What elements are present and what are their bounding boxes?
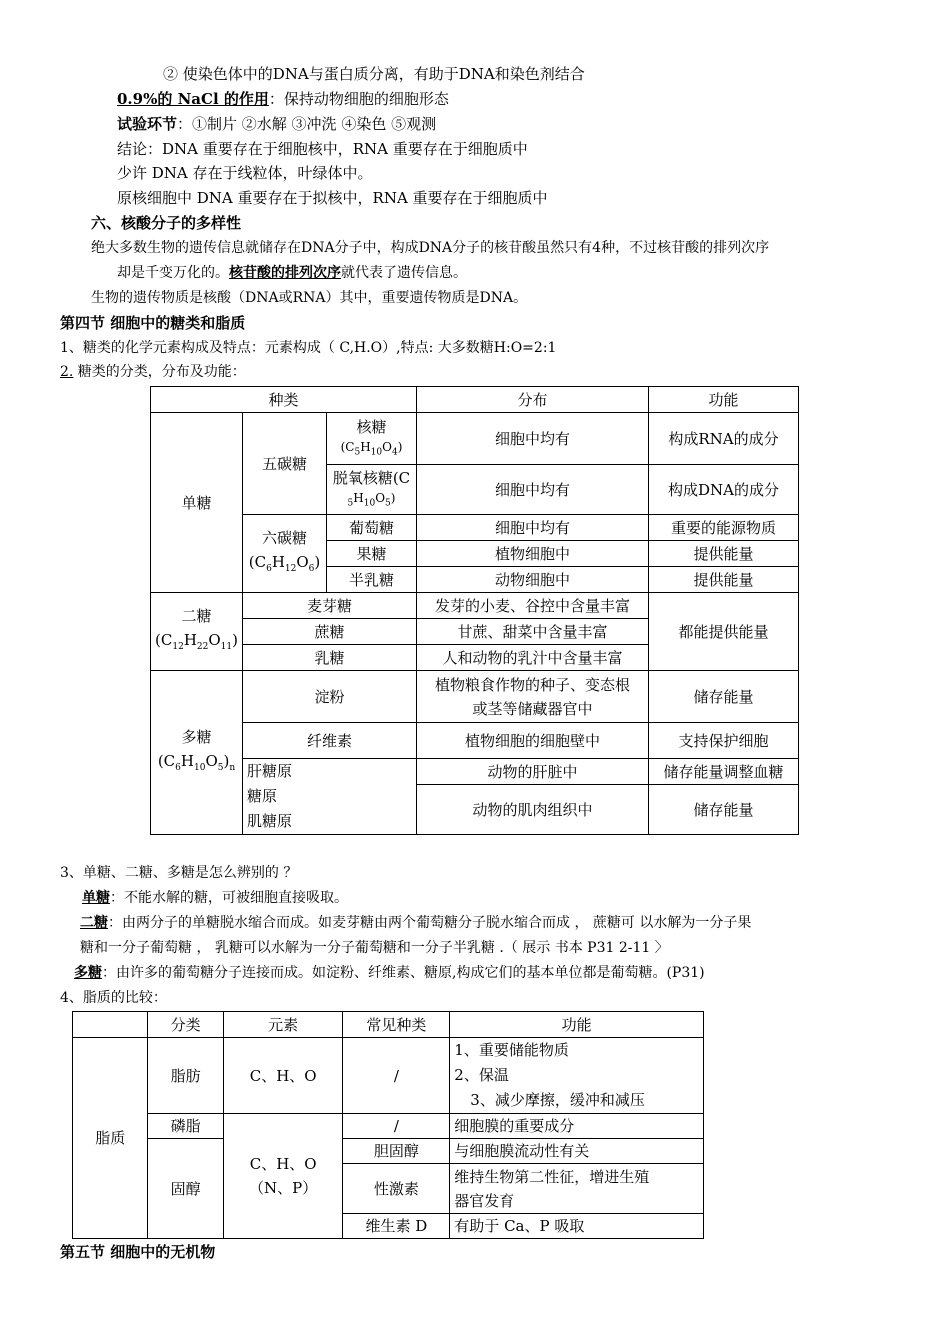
text-span: 糖类的分类，分布及功能： (73, 364, 246, 380)
sugar-name: 肝糖原 (247, 762, 293, 780)
kind-cell: / (343, 1114, 450, 1139)
dist-line: 或茎等储藏器官中 (472, 699, 593, 718)
text-line: 少许 DNA 存在于线粒体，叶绿体中。 (117, 164, 373, 182)
text-line: 原核细胞中 DNA 重要存在于拟核中，RNA 重要存在于细胞质中 (117, 189, 548, 207)
table-row (73, 1038, 704, 1114)
func-cell: 构成RNA的成分 (649, 413, 799, 465)
func-line: 1、重要储能物质 (454, 1041, 569, 1059)
term-label: 单糖 (82, 890, 110, 906)
header-cell: 功能 (649, 387, 799, 413)
steps-text: ：①制片 ②水解 ③冲洗 ④染色 ⑤观测 (177, 115, 437, 133)
func-cell: 储存能量 (649, 785, 799, 835)
sugar-cell: 果糖 (327, 541, 417, 567)
sugar-cell: 半乳糖 (327, 567, 417, 593)
kind-cell: 胆固醇 (343, 1139, 450, 1164)
text-line (74, 963, 705, 983)
text-span: ：由许多的葡萄糖分子连接而成。如淀粉、纤维素、糖原,构成它们的基本单位都是葡萄糖。(P31) (102, 965, 705, 981)
category-cell: 单糖 (151, 413, 243, 593)
table-row (151, 759, 799, 785)
func-cell (450, 1038, 704, 1114)
formula: $(C_6H_{10}O_5)_n$ (157, 752, 236, 773)
sugar-cell: 淀粉 (243, 671, 417, 723)
func-line: 器官发育 (454, 1191, 515, 1210)
func-cell: 与细胞膜流动性有关 (450, 1139, 704, 1164)
table-row (151, 723, 799, 759)
text-line: 1、糖类的化学元素构成及特点：元素构成（ C,H.O）,特点: 大多数糖H:O=2:1 (60, 340, 557, 356)
dist-cell: 动物的肝脏中 (417, 759, 649, 785)
text-line (117, 114, 436, 134)
nacl-label: 0.9%的 NaCl 的作用 (117, 90, 269, 108)
dist-cell: 细胞中均有 (417, 515, 649, 541)
text-line: 糖和一分子葡萄糖 ， 乳糖可以水解为一分子葡萄糖和一分子半乳糖 .（ 展示 书本 P31 2-11 〉 (80, 940, 669, 956)
func-line: 2、保温 (454, 1066, 509, 1084)
dist-cell: 动物细胞中 (417, 567, 649, 593)
header-cell: 常见种类 (343, 1012, 450, 1038)
formula: $_5H_{10}O_5$) (347, 490, 396, 509)
table-row (151, 671, 799, 723)
nacl-text: ：保持动物细胞的细胞形态 (268, 90, 449, 108)
text-line (60, 362, 246, 382)
sugar-cell: 麦芽糖 (243, 593, 417, 619)
sugar-name: 糖原 (247, 787, 278, 805)
header-cell: 分类 (148, 1012, 223, 1038)
sugar-name: 脱氧核糖(C (332, 468, 411, 487)
formula: $(C_6H_{12}O_6)$ (248, 553, 321, 574)
category-name: 多糖 (181, 728, 212, 746)
table-row (73, 1012, 704, 1038)
sugar-cell (327, 465, 417, 515)
formula: $(C_{12}H_{22}O_{11})$ (155, 631, 238, 652)
func-cell: 支持保护细胞 (649, 723, 799, 759)
dist-cell: 动物的肌肉组织中 (417, 785, 649, 835)
dist-cell: 发芽的小麦、谷控中含量丰富 (417, 593, 649, 619)
steps-label: 试验环节 (117, 115, 178, 133)
func-cell (450, 1164, 704, 1214)
lipid-table (72, 1011, 704, 1239)
sugar-cell: 乳糖 (243, 645, 417, 671)
func-cell: 储存能量调整血糖 (649, 759, 799, 785)
sugar-name: 核糖 (356, 417, 387, 436)
element-line: （N、P） (249, 1179, 318, 1197)
table-row (151, 515, 799, 541)
text-span: ：不能水解的糖，可被细胞直接吸取。 (110, 890, 348, 906)
header-cell: 功能 (450, 1012, 704, 1038)
category-name: 二糖 (181, 607, 212, 625)
func-cell: 有助于 Ca、P 吸取 (450, 1214, 704, 1239)
func-line: 维持生物第二性征，增进生殖 (454, 1167, 650, 1186)
func-cell: 都能提供能量 (649, 593, 799, 671)
category-cell: 脂质 (73, 1038, 148, 1239)
term-label: 二糖 (80, 915, 108, 931)
table-row (151, 387, 799, 413)
header-cell (73, 1012, 148, 1038)
func-cell: 重要的能源物质 (649, 515, 799, 541)
text-line: 绝大多数生物的遗传信息就储存在DNA分子中，构成DNA分子的核苷酸虽然只有4种，不过核苷酸的排列次序 (91, 240, 770, 256)
func-cell: 提供能量 (649, 541, 799, 567)
emphasis: 核苷酸的排列次序 (229, 265, 341, 281)
table-row (151, 593, 799, 619)
dist-line: 植物粮食作物的种子、变态根 (434, 675, 630, 694)
text-line (80, 913, 751, 933)
header-cell: 分布 (417, 387, 649, 413)
text-line: 3、单糖、二糖、多糖是怎么辨别的 ？ (60, 865, 298, 881)
item-number: 2. (60, 364, 74, 380)
dist-cell: 细胞中均有 (417, 465, 649, 515)
category-cell (151, 593, 243, 671)
subcategory-name: 六碳糖 (261, 529, 307, 547)
formula: $(C_5H_{10}O_4)$ (340, 439, 403, 458)
func-cell: 细胞膜的重要成分 (450, 1114, 704, 1139)
text-line: 生物的遗传物质是核酸（DNA或RNA）其中，重要遗传物质是DNA。 (91, 290, 528, 306)
sugar-name: 肌糖原 (247, 812, 293, 830)
func-line: 3、减少摩擦，缓冲和减压 (470, 1091, 645, 1109)
text-span: ：由两分子的单糖脱水缩合而成。如麦芽糖由两个葡萄糖分子脱水缩合而成 ， 蔗糖可 以水解为一分子果 (108, 915, 752, 931)
dist-cell: 人和动物的乳汁中含量丰富 (417, 645, 649, 671)
text-line (117, 263, 467, 283)
section-heading: 第四节 细胞中的糖类和脂质 (60, 314, 246, 332)
kind-cell: 维生素 D (343, 1214, 450, 1239)
table-row (73, 1139, 704, 1164)
table-row (151, 413, 799, 465)
class-cell: 脂肪 (148, 1038, 223, 1114)
func-cell: 提供能量 (649, 567, 799, 593)
sugar-cell: 纤维素 (243, 723, 417, 759)
sugar-cell: 蔗糖 (243, 619, 417, 645)
func-cell: 构成DNA的成分 (649, 465, 799, 515)
sugar-cell (327, 413, 417, 465)
section-heading: 六、核酸分子的多样性 (91, 214, 242, 232)
class-cell: 磷脂 (148, 1114, 223, 1139)
kind-cell: 性激素 (343, 1164, 450, 1214)
term-label: 多糖 (74, 965, 102, 981)
header-cell: 种类 (151, 387, 417, 413)
text-line: 结论：DNA 重要存在于细胞核中，RNA 重要存在于细胞质中 (117, 140, 528, 158)
dist-cell (417, 671, 649, 723)
sugar-table (150, 386, 799, 835)
element-cell: C、H、O (223, 1038, 342, 1114)
dist-cell: 甘蔗、甜菜中含量丰富 (417, 619, 649, 645)
text-line (117, 89, 449, 109)
sugar-cell: 葡萄糖 (327, 515, 417, 541)
section-heading: 第五节 细胞中的无机物 (60, 1243, 216, 1261)
header-cell: 元素 (223, 1012, 342, 1038)
table-row (73, 1114, 704, 1139)
class-cell: 固醇 (148, 1139, 223, 1239)
element-line: C、H、O (249, 1155, 317, 1173)
text-line: 4、脂质的比较： (60, 990, 167, 1006)
text-span: 就代表了遗传信息。 (341, 265, 467, 281)
kind-cell: / (343, 1038, 450, 1114)
category-cell (151, 671, 243, 835)
dist-cell: 细胞中均有 (417, 413, 649, 465)
dist-cell: 植物细胞中 (417, 541, 649, 567)
text-span: 却是千变万化的。 (117, 265, 229, 281)
subcategory-cell (243, 515, 327, 593)
dist-cell: 植物细胞的细胞壁中 (417, 723, 649, 759)
subcategory-cell: 五碳糖 (243, 413, 327, 515)
element-cell (223, 1114, 342, 1239)
text-line: ② 使染色体中的DNA与蛋白质分离，有助于DNA和染色剂结合 (163, 65, 585, 83)
sugar-cell (243, 759, 417, 835)
text-line (82, 888, 348, 908)
func-cell: 储存能量 (649, 671, 799, 723)
